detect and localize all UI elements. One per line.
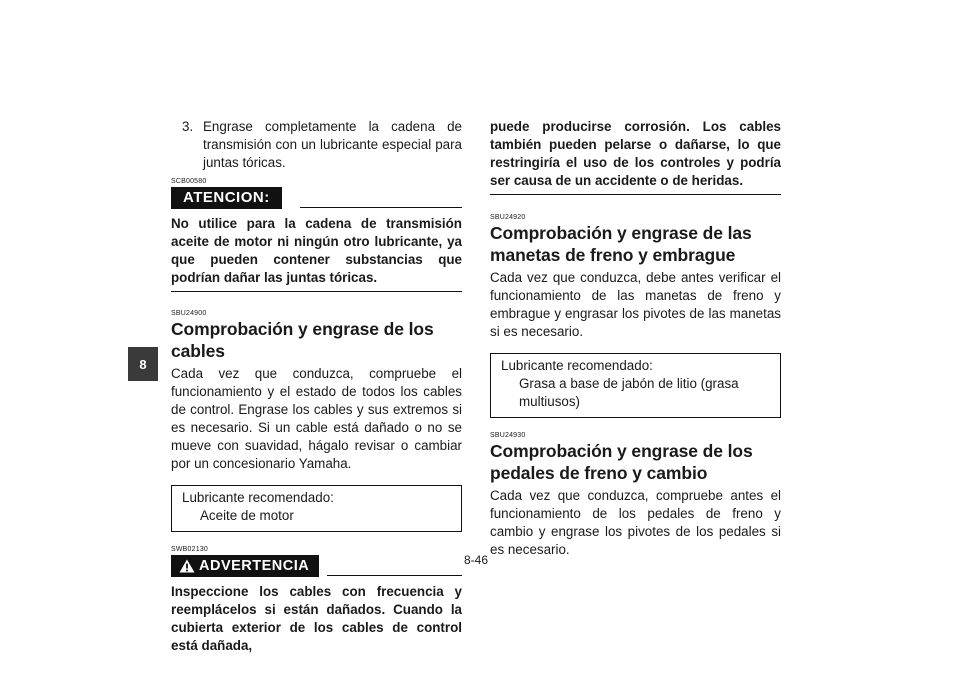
lubricant-box xyxy=(490,353,781,418)
section-title-cables: Comprobación y engrase de los cables xyxy=(171,319,434,361)
warning-label: ADVERTENCIA xyxy=(199,558,310,574)
step-item xyxy=(171,118,462,172)
left-column xyxy=(171,118,462,655)
step-number: 3. xyxy=(182,119,194,134)
warning-header xyxy=(171,555,462,577)
caution-text: No utilice para la cadena de transmisión aceite de motor ni ningún otro lubricante, ya que pueden contener substancias que podrían dañar las juntas tóricas. xyxy=(171,216,462,285)
section-body-pedals: Cada vez que conduzca, compruebe antes el funcionamiento de los pedales de freno y cambio y engrase los pivotes de los pedales si es necesario. xyxy=(490,488,781,557)
caution-end-rule xyxy=(171,291,462,292)
lubricant-box xyxy=(171,485,462,532)
caution-header xyxy=(171,187,462,209)
lubricant-label: Lubricante recomendado: xyxy=(182,490,334,505)
section-body-cables: Cada vez que conduzca, compruebe el funcionamiento y el estado de todos los cables de control. Engrase los cables y sus extremos si es necesario. Si un cable está dañado o no se mueve con suavidad, hágalo revisar o cambiar por un concesionario Yamaha. xyxy=(171,366,462,471)
warning-rule xyxy=(327,575,462,576)
warning-triangle-icon xyxy=(179,559,195,573)
warning-code: SWB02130 xyxy=(171,546,209,553)
lubricant-value: Aceite de motor xyxy=(200,508,294,523)
step-text: Engrase completamente la cadena de transmisión con un lubricante especial para juntas tóricas. xyxy=(203,119,462,170)
caution-badge: ATENCION: xyxy=(171,187,282,209)
section-title-levers: Comprobación y engrase de las manetas de freno y embrague xyxy=(490,223,752,265)
caution-rule xyxy=(300,207,462,208)
caution-code: SCB00580 xyxy=(171,178,207,185)
section-title-pedals: Comprobación y engrase de los pedales de freno y cambio xyxy=(490,441,753,483)
chapter-tab: 8 xyxy=(128,347,158,381)
section-code: SBU24900 xyxy=(171,310,207,317)
warning-text-continued: puede producirse corrosión. Los cables también pueden pelarse o dañarse, lo que restringiría el uso de los controles y podría ser causa de un accidente o de heridas. xyxy=(490,119,781,188)
right-column xyxy=(490,118,781,559)
lubricant-label: Lubricante recomendado: xyxy=(501,358,653,373)
section-code: SBU24930 xyxy=(490,432,526,439)
warning-text: Inspeccione los cables con frecuencia y reemplácelos si están dañados. Cuando la cubierta exterior de los cables de control está dañada, xyxy=(171,584,462,653)
section-code: SBU24920 xyxy=(490,214,526,221)
warning-badge xyxy=(171,555,319,577)
page-number: 8-46 xyxy=(464,553,489,567)
warning-end-rule xyxy=(490,194,781,195)
lubricant-value: Grasa a base de jabón de litio (grasa multiusos) xyxy=(519,376,739,409)
section-body-levers: Cada vez que conduzca, debe antes verificar el funcionamiento de las manetas de freno y embrague y engrasar los pivotes de las manetas si es necesario. xyxy=(490,270,781,339)
